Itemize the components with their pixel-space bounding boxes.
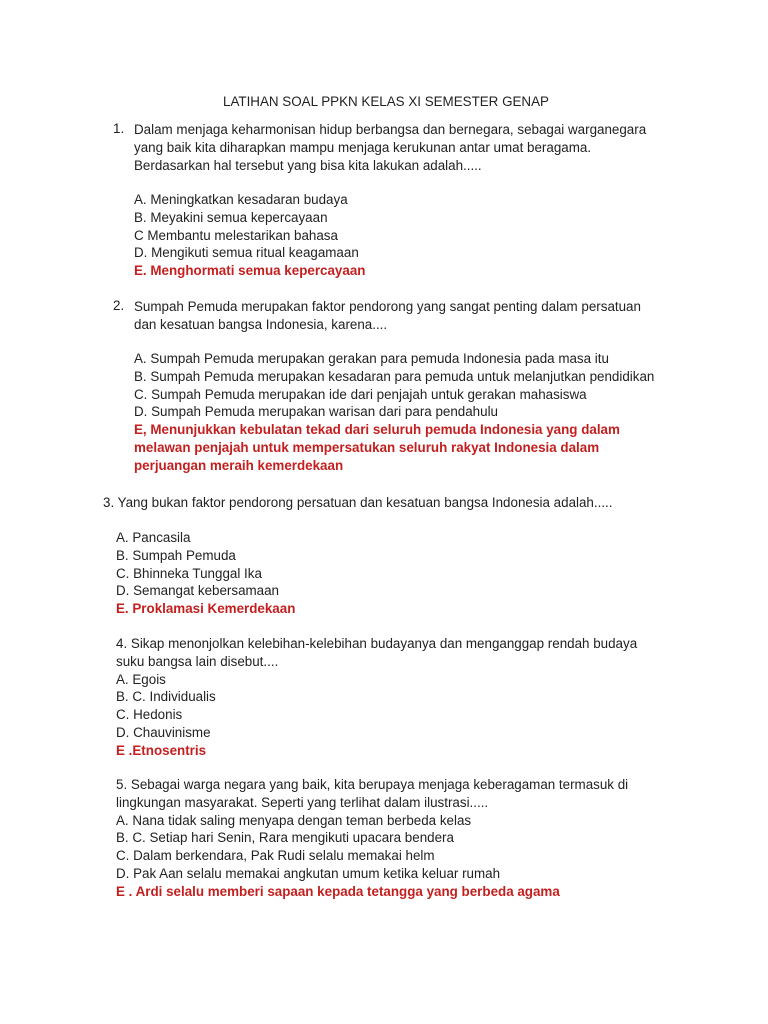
question-3 (103, 494, 612, 512)
q2-options (134, 350, 654, 475)
q2-answer-line: melawan penjajah untuk mempersatukan seluruh rakyat Indonesia dalam (134, 439, 600, 455)
q3-answer: E. Proklamasi Kemerdekaan (116, 601, 296, 617)
q2-answer-line: perjuangan meraih kemerdekaan (134, 457, 344, 473)
q1-option-b: B. Meyakini semua kepercayaan (134, 209, 328, 225)
q2-answer-line: E, Menunjukkan kebulatan tekad dari seluruh pemuda Indonesia yang dalam (134, 422, 620, 438)
q4-answer: E .Etnosentris (116, 742, 207, 758)
q2-number: 2. (113, 298, 125, 313)
question-2 (134, 298, 641, 334)
q3-text-line: 3. Yang bukan faktor pendorong persatuan dan kesatuan bangsa Indonesia adalah..... (103, 495, 613, 510)
q4-text-line: suku bangsa lain disebut.... (116, 653, 279, 669)
question-4 (116, 635, 637, 760)
q5-option-c: C. Dalam berkendara, Pak Rudi selalu memakai helm (116, 848, 435, 864)
q3-option-c: C. Bhinneka Tunggal Ika (116, 565, 262, 581)
page-title: LATIHAN SOAL PPKN KELAS XI SEMESTER GENAP (223, 94, 549, 109)
q2-text-line: Sumpah Pemuda merupakan faktor pendorong yang sangat penting dalam persatuan (134, 299, 641, 314)
question-1 (134, 121, 646, 174)
q5-answer: E . Ardi selalu memberi sapaan kepada tetangga yang berbeda agama (116, 883, 560, 899)
q4-option-a: A. Egois (116, 671, 166, 687)
q5-option-d: D. Pak Aan selalu memakai angkutan umum ketika keluar rumah (116, 865, 501, 881)
question-5 (116, 776, 628, 901)
q2-option-b: B. Sumpah Pemuda merupakan kesadaran para pemuda untuk melanjutkan pendidikan (134, 368, 655, 384)
q2-text-line: dan kesatuan bangsa Indonesia, karena.... (134, 316, 388, 332)
q4-option-c: C. Hedonis (116, 707, 183, 723)
q1-text-line: yang baik kita diharapkan mampu menjaga kerukunan antar umat beragama. (134, 139, 592, 155)
q1-text-line: Dalam menjaga keharmonisan hidup berbangsa dan bernegara, sebagai warganegara (134, 122, 647, 137)
q1-option-d: D. Mengikuti semua ritual keagamaan (134, 245, 359, 261)
q2-option-a: A. Sumpah Pemuda merupakan gerakan para pemuda Indonesia pada masa itu (134, 351, 609, 366)
q5-option-a: A. Nana tidak saling menyapa dengan teman berbeda kelas (116, 812, 472, 828)
q2-option-c: C. Sumpah Pemuda merupakan ide dari penjajah untuk gerakan mahasiswa (134, 386, 587, 402)
q4-option-d: D. Chauvinisme (116, 724, 211, 740)
q1-option-a: A. Meningkatkan kesadaran budaya (134, 192, 348, 207)
q3-option-d: D. Semangat kebersamaan (116, 583, 280, 599)
q2-option-d: D. Sumpah Pemuda merupakan warisan dari para pendahulu (134, 404, 498, 420)
q5-option-b: B. C. Setiap hari Senin, Rara mengikuti upacara bendera (116, 830, 454, 846)
q1-text-line: Berdasarkan hal tersebut yang bisa kita lakukan adalah..... (134, 157, 482, 173)
q1-options (134, 191, 365, 280)
q1-answer: E. Menghormati semua kepercayaan (134, 263, 366, 279)
q5-text-line: 5. Sebagai warga negara yang baik, kita berupaya menjaga keberagaman termasuk di (116, 777, 629, 792)
q1-option-c: C Membantu melestarikan bahasa (134, 227, 338, 243)
q3-option-a: A. Pancasila (116, 530, 191, 545)
q3-options (116, 529, 295, 618)
q4-text-line: 4. Sikap menonjolkan kelebihan-kelebihan budayanya dan menganggap rendah budaya (116, 636, 638, 651)
q4-option-b: B. C. Individualis (116, 689, 216, 705)
q5-text-line: lingkungan masyarakat. Seperti yang terlihat dalam ilustrasi..... (116, 794, 489, 810)
q3-option-b: B. Sumpah Pemuda (116, 547, 236, 563)
q1-number: 1. (113, 121, 125, 136)
